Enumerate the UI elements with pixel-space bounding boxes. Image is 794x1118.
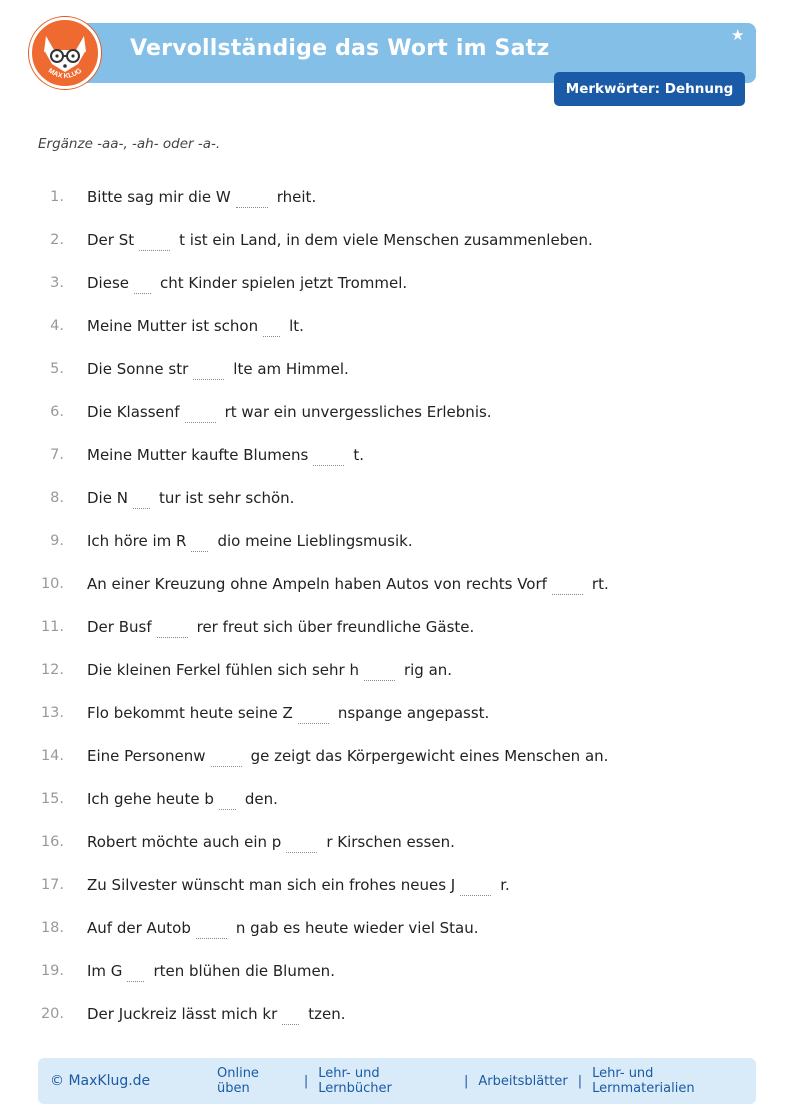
exercise-sentence	[87, 356, 349, 382]
exercise-sentence	[87, 442, 364, 468]
sentence-after: rer freut sich über freundliche Gäste.	[196, 618, 475, 636]
exercise-sentence	[87, 485, 294, 511]
exercise-row	[0, 184, 794, 210]
exercise-row	[0, 700, 794, 726]
footer-separator: |	[303, 1073, 309, 1089]
page-title: Vervollständige das Wort im Satz	[130, 36, 550, 61]
exercise-row	[0, 313, 794, 339]
answer-gap[interactable]	[193, 364, 224, 380]
exercise-row	[0, 915, 794, 941]
exercise-sentence	[87, 829, 455, 855]
sentence-after: t.	[353, 446, 365, 464]
exercise-row	[0, 270, 794, 296]
sentence-before: Die kleinen Ferkel fühlen sich sehr h	[87, 661, 359, 679]
exercise-number: 9.	[50, 533, 64, 549]
exercise-row	[0, 356, 794, 382]
exercise-row	[0, 571, 794, 597]
exercise-number: 6.	[50, 404, 64, 420]
sentence-before: Eine Personenw	[87, 747, 206, 765]
exercise-row	[0, 442, 794, 468]
answer-gap[interactable]	[211, 751, 242, 767]
answer-gap[interactable]	[364, 665, 395, 681]
exercise-sentence	[87, 743, 608, 769]
answer-gap[interactable]	[127, 966, 144, 982]
exercise-sentence	[87, 528, 413, 554]
sentence-before: Robert möchte auch ein p	[87, 833, 282, 851]
exercise-number: 16.	[40, 834, 64, 850]
exercise-number: 2.	[50, 232, 64, 248]
exercise-row	[0, 1001, 794, 1027]
exercise-number: 4.	[50, 318, 64, 334]
sentence-before: Zu Silvester wünscht man sich ein frohes neues J	[87, 876, 456, 894]
sentence-after: tur ist sehr schön.	[158, 489, 295, 507]
exercise-sentence	[87, 399, 492, 425]
exercise-sentence	[87, 786, 278, 812]
footer-separator: |	[463, 1073, 469, 1089]
exercise-number: 10.	[40, 576, 64, 592]
exercise-row	[0, 786, 794, 812]
exercise-number: 5.	[50, 361, 64, 377]
instruction-text: Ergänze -aa-, -ah- oder -a-.	[38, 136, 221, 152]
exercise-row	[0, 872, 794, 898]
exercise-number: 19.	[40, 963, 64, 979]
sentence-after: n gab es heute wieder viel Stau.	[235, 919, 479, 937]
answer-gap[interactable]	[157, 622, 188, 638]
exercise-number: 15.	[40, 791, 64, 807]
exercise-number: 1.	[50, 189, 64, 205]
exercise-row	[0, 399, 794, 425]
exercise-number: 18.	[40, 920, 64, 936]
logo-text: MAX KLUG	[46, 67, 84, 81]
sentence-after: rt.	[591, 575, 609, 593]
answer-gap[interactable]	[236, 192, 268, 208]
sentence-before: Diese	[87, 274, 129, 292]
answer-gap[interactable]	[298, 708, 329, 724]
sentence-before: An einer Kreuzung ohne Ampeln haben Autos von rechts Vorf	[87, 575, 547, 593]
sentence-after: rheit.	[276, 188, 317, 206]
exercise-sentence	[87, 958, 335, 984]
sentence-before: Der St	[87, 231, 135, 249]
exercise-sentence	[87, 700, 489, 726]
exercise-sentence	[87, 313, 304, 339]
footer	[38, 1058, 756, 1104]
exercise-row	[0, 528, 794, 554]
exercise-sentence	[87, 1001, 346, 1027]
answer-gap[interactable]	[313, 450, 344, 466]
footer-copyright: © MaxKlug.de	[50, 1073, 151, 1089]
exercise-row	[0, 485, 794, 511]
answer-gap[interactable]	[134, 278, 151, 294]
sentence-before: Der Busf	[87, 618, 152, 636]
exercise-number: 3.	[50, 275, 64, 291]
exercise-sentence	[87, 270, 407, 296]
sentence-after: rig an.	[403, 661, 453, 679]
exercise-sentence	[87, 571, 609, 597]
fox-logo-icon	[29, 17, 101, 89]
sentence-before: Die Klassenf	[87, 403, 180, 421]
exercise-number: 17.	[40, 877, 64, 893]
star-icon: ★	[731, 26, 745, 44]
sentence-after: r Kirschen essen.	[326, 833, 455, 851]
sentence-after: ge zeigt das Körpergewicht eines Menschen an.	[250, 747, 609, 765]
exercise-row	[0, 829, 794, 855]
exercise-number: 8.	[50, 490, 64, 506]
answer-gap[interactable]	[219, 794, 236, 810]
answer-gap[interactable]	[133, 493, 150, 509]
footer-link-arbeitsblaetter[interactable]: Arbeitsblätter	[478, 1073, 568, 1089]
sentence-after: dio meine Lieblingsmusik.	[217, 532, 413, 550]
exercise-sentence	[87, 227, 593, 253]
sentence-after: rten blühen die Blumen.	[153, 962, 335, 980]
exercise-row	[0, 614, 794, 640]
footer-link-online-ueben[interactable]: Online üben	[217, 1066, 259, 1096]
exercise-number: 20.	[40, 1006, 64, 1022]
exercise-row	[0, 657, 794, 683]
exercise-number: 13.	[40, 705, 64, 721]
footer-link-lernmaterialien[interactable]: Lehr- und Lernmaterialien	[592, 1066, 695, 1096]
exercise-number: 12.	[40, 662, 64, 678]
sentence-before: Im G	[87, 962, 123, 980]
sentence-before: Meine Mutter kaufte Blumens	[87, 446, 309, 464]
footer-links	[217, 1066, 756, 1096]
sentence-after: tzen.	[308, 1005, 346, 1023]
exercise-row	[0, 743, 794, 769]
answer-gap[interactable]	[286, 837, 317, 853]
exercise-sentence	[87, 614, 474, 640]
exercise-sentence	[87, 915, 479, 941]
exercise-row	[0, 958, 794, 984]
sentence-after: cht Kinder spielen jetzt Trommel.	[160, 274, 408, 292]
exercise-number: 14.	[40, 748, 64, 764]
sentence-after: rt war ein unvergessliches Erlebnis.	[224, 403, 492, 421]
sentence-before: Bitte sag mir die W	[87, 188, 231, 206]
sentence-after: r.	[500, 876, 510, 894]
sentence-before: Der Juckreiz lässt mich kr	[87, 1005, 278, 1023]
exercise-row	[0, 227, 794, 253]
footer-link-lehrbuecher[interactable]: Lehr- und Lernbücher	[318, 1066, 392, 1096]
sentence-after: nspange angepasst.	[337, 704, 490, 722]
answer-gap[interactable]	[460, 880, 491, 896]
answer-gap[interactable]	[191, 536, 208, 552]
exercise-number: 7.	[50, 447, 64, 463]
answer-gap[interactable]	[282, 1009, 299, 1025]
sentence-before: Flo bekommt heute seine Z	[87, 704, 293, 722]
sentence-after: lt.	[289, 317, 304, 335]
answer-gap[interactable]	[196, 923, 227, 939]
sentence-after: lte am Himmel.	[233, 360, 349, 378]
sentence-before: Ich höre im R	[87, 532, 187, 550]
answer-gap[interactable]	[139, 235, 170, 251]
topic-badge: Merkwörter: Dehnung	[554, 72, 745, 106]
sentence-before: Die Sonne str	[87, 360, 189, 378]
sentence-before: Auf der Autob	[87, 919, 191, 937]
sentence-after: den.	[244, 790, 278, 808]
answer-gap[interactable]	[263, 321, 280, 337]
sentence-before: Meine Mutter ist schon	[87, 317, 259, 335]
exercise-number: 11.	[40, 619, 64, 635]
answer-gap[interactable]	[552, 579, 583, 595]
sentence-before: Die N	[87, 489, 128, 507]
footer-separator: |	[577, 1073, 583, 1089]
exercise-sentence	[87, 657, 452, 683]
sentence-before: Ich gehe heute b	[87, 790, 214, 808]
exercise-sentence	[87, 872, 510, 898]
answer-gap[interactable]	[185, 407, 216, 423]
exercise-sentence	[87, 184, 316, 210]
sentence-after: t ist ein Land, in dem viele Menschen zusammenleben.	[179, 231, 593, 249]
